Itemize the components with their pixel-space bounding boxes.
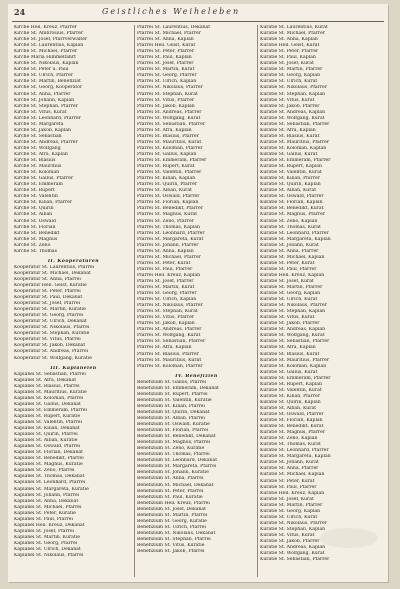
entry-line: Kuratie St. Martin, Pfarrer <box>260 502 323 508</box>
entry-line: Kaplanei St. Anna, Dekanat <box>14 498 79 504</box>
entry-line: Pfarrei St. Laurentius, Dekanat <box>137 25 211 30</box>
entry-line: Kuratie St. Paul, Pfarrer <box>260 266 317 272</box>
entry-line: Kirche St. Johann, Kaplan <box>14 97 75 103</box>
entry-line: Kirche St. Anna, Pfarrer <box>14 91 71 97</box>
entry-line: Kuratie St. Florian, Kaplan <box>260 418 323 424</box>
page-header <box>12 6 384 20</box>
entry-line: Kuratie St. Quirin, Kaplan <box>260 182 321 188</box>
entry-line: Kooperatur Heil. Geist, Kuratie <box>14 282 87 288</box>
entry-line: Benefizium St. Valentin, Kuratie <box>137 397 212 403</box>
entry-line: Pfarrei St. Peter, Kurat <box>137 260 191 266</box>
entry-line: Benefizium St. Anna, Pfarrei <box>137 476 204 482</box>
entry-line: Kaplanei St. Blasius, Pfarrei <box>14 383 80 389</box>
entry-line: Kooperatur St. Wolfgang, Kuratie <box>14 355 92 361</box>
entry-line: Kirche St. Leonhard, Pfarrer <box>14 115 81 121</box>
entry-line: Kuratie St. Kilian, Pfarrer <box>260 176 320 182</box>
entry-line: Kuratie St. Sebastian, Pfarrer <box>260 339 330 345</box>
entry-line: Pfarrei St. Josef, Pfarrer <box>137 278 194 284</box>
running-title: Geistliches Weiheleben <box>102 7 241 16</box>
entry-line: Kooperatur St. Vitus, Pfarrei <box>14 337 81 343</box>
entry-line: Pfarrei St. Georg, Pfarrer <box>137 73 197 79</box>
entry-line: Kooperatur St. Nikolaus, Pfarrei <box>14 325 90 331</box>
entry-line: Kirche St. Valentin <box>14 194 58 200</box>
entry-line: Kuratie St. Vitus, Kurat <box>260 315 315 321</box>
entry-line: Kuratie St. Peter, Kurat <box>260 260 315 266</box>
entry-line: Pfarrei St. Alban, Kurat <box>137 188 192 194</box>
entry-line: Pfarrei St. Ulrich, Kaplan <box>137 79 197 85</box>
entry-line: Kirche St. Andreas, Pfarrer <box>14 139 78 145</box>
text-column-2 <box>137 25 256 577</box>
entry-line: Kuratie St. Ulrich, Kurat <box>260 514 318 520</box>
entry-line: Benefizium St. Zeno, Kuratie <box>137 446 205 452</box>
section-heading: III. Kaplaneien <box>50 365 97 371</box>
entry-line: Kuratie St. Zeno, Kaplan <box>260 436 318 442</box>
entry-line: Kaplanei St. Magnus, Kuratie <box>14 462 83 468</box>
entry-line: Benefizium St. Josef, Dekanat <box>137 506 207 512</box>
entry-line: Kooperatur St. Josef, Pfarrei <box>14 301 81 307</box>
entry-line: Kaplanei St. Kilian, Dekanat <box>14 426 80 432</box>
header-rule <box>12 21 384 22</box>
entry-line: Kuratie St. Georg, Kaplan <box>260 73 321 79</box>
entry-line: Pfarrei Heil. Kreuz, Kaplan <box>137 272 201 278</box>
entry-line: Benefizium St. Magnus, Pfarrei <box>137 440 211 446</box>
entry-line: Kaplanei St. Michael, Pfarrei <box>14 504 82 510</box>
entry-line: Pfarrei St. Nikolaus, Pfarrer <box>137 85 203 91</box>
entry-line: Pfarrei St. Oswald, Pfarrer <box>137 194 200 200</box>
entry-line: Kaplanei St. Emmeram, Pfarrei <box>14 407 87 413</box>
entry-line: Kuratie St. Josef, Kurat <box>260 61 314 67</box>
text-column-3 <box>260 25 379 577</box>
entry-line: Pfarrei St. Martin, Kurat <box>137 285 195 291</box>
entry-line: Kuratie St. Andreas, Kaplan <box>260 109 326 115</box>
entry-line: Kaplanei St. Rupert, Kuratie <box>14 413 81 419</box>
entry-line: Kuratie St. Emmeram, Pfarrer <box>260 375 331 381</box>
entry-line: Kirche St. Margareta <box>14 121 64 127</box>
entry-line: Kuratie St. Wolfgang, Kurat <box>260 115 325 121</box>
entry-line: Kooperatur St. Martin, Kuratie <box>14 307 86 313</box>
entry-line: Kuratie St. Sebastian, Pfarrer <box>260 121 330 127</box>
entry-line: Benefizium St. Kilian, Pfarrei <box>137 403 205 409</box>
column-divider-2 <box>257 25 258 577</box>
entry-line: Pfarrei St. Margareta, Kurat <box>137 236 204 242</box>
entry-line: Pfarrei St. Benedikt, Pfarrer <box>137 206 204 212</box>
entry-line: Kuratie St. Paul, Kaplan <box>260 55 316 61</box>
entry-line: Kirche St. Magnus <box>14 236 58 242</box>
entry-line: Kuratie St. Leonhard, Pfarrer <box>260 230 329 236</box>
entry-line: Pfarrei St. Afra, Kaplan <box>137 127 192 133</box>
entry-line: Kuratie St. Emmeram, Pfarrer <box>260 158 331 164</box>
entry-line: Pfarrei St. Afra, Kaplan <box>137 345 192 351</box>
entry-line: Benefizium St. Rupert, Pfarrei <box>137 391 208 397</box>
entry-line: Kuratie St. Leonhard, Pfarrer <box>260 448 329 454</box>
entry-line: Pfarrei St. Mauritius, Kurat <box>137 357 202 363</box>
entry-line: Benefizium St. Martin, Pfarrei <box>137 512 208 518</box>
entry-line: Pfarrei St. Blasius, Pfarrer <box>137 351 199 357</box>
entry-line: Benefizium St. Quirin, Dekanat <box>137 409 210 415</box>
entry-line: Kuratie St. Gallus, Kurat <box>260 369 318 375</box>
entry-line: Kuratie St. Anna, Pfarrer <box>260 248 319 254</box>
entry-line: Kirche St. Mauritius <box>14 164 62 170</box>
entry-line: Kaplanei St. Afra, Dekanat <box>14 377 77 383</box>
entry-line: Benefizium St. Georg, Kuratie <box>137 518 207 524</box>
entry-line: Kuratie St. Josef, Kurat <box>260 496 314 502</box>
entry-line: Kirche St. Alban <box>14 212 53 218</box>
entry-line: Benefizium St. Vitus, Kuratie <box>137 542 205 548</box>
entry-line: Kaplanei St. Quirin, Pfarrei <box>14 432 78 438</box>
entry-line: Pfarrei St. Florian, Kaplan <box>137 200 199 206</box>
entry-line: Pfarrei St. Gallus, Kaplan <box>137 151 197 157</box>
entry-line: Pfarrei St. Zeno, Pfarrer <box>137 218 194 224</box>
entry-line: Kuratie St. Benedikt, Kurat <box>260 424 324 430</box>
entry-line: Kuratie St. Wolfgang, Kurat <box>260 551 325 557</box>
entry-line: Kirche St. Oswald <box>14 218 56 224</box>
entry-line: Kuratie St. Gallus, Kurat <box>260 151 318 157</box>
entry-line: Pfarrei St. Jakob, Kaplan <box>137 103 195 109</box>
entry-line: Pfarrei St. Emmeram, Pfarrer <box>137 158 207 164</box>
entry-line: Pfarrei St. Michael, Pfarrer <box>137 254 201 260</box>
entry-line: Kuratie St. Jakob, Pfarrer <box>260 321 320 327</box>
entry-line: Kuratie St. Paul, Pfarrer <box>260 484 317 490</box>
entry-line: Kaplanei St. Oswald, Pfarrei <box>14 444 81 450</box>
entry-line: Benefizium Heil. Kreuz, Pfarrei <box>137 500 210 506</box>
column-divider-1 <box>134 25 135 577</box>
entry-line: Kuratie St. Josef, Kurat <box>260 278 314 284</box>
entry-line: Pfarrei St. Johann, Pfarrer <box>137 242 199 248</box>
entry-line: Kuratie St. Blasius, Kurat <box>260 133 320 139</box>
entry-line: Kirche St. Zeno <box>14 242 51 248</box>
entry-line: Kuratie St. Vitus, Kurat <box>260 532 315 538</box>
entry-line: Kuratie St. Afra, Kaplan <box>260 345 316 351</box>
entry-line: Pfarrei St. Leonhard, Pfarrer <box>137 230 205 236</box>
entry-line: Pfarrei St. Anna, Kaplan <box>137 37 194 43</box>
entry-line: Kuratie St. Oswald, Pfarrer <box>260 412 324 417</box>
entry-line: Kirche St. Wolfgang <box>14 145 61 151</box>
entry-line: Kirche St. Georg, Kooperator <box>14 85 83 91</box>
entry-line: Kuratie St. Jakob, Pfarrer <box>260 103 320 109</box>
entry-line: Kuratie St. Laurentius, Kurat <box>260 25 328 30</box>
text-column-1 <box>14 25 133 577</box>
entry-line: Kaplanei Heil. Kreuz, Dekanat <box>14 522 85 528</box>
page-number: 24 <box>14 7 26 17</box>
entry-line: Benefizium St. Alban, Pfarrei <box>137 416 205 421</box>
entry-line: Kirche St. Quirin <box>14 206 54 212</box>
entry-line: Pfarrei St. Kilian, Kaplan <box>137 176 196 182</box>
entry-line: Kuratie St. Georg, Kaplan <box>260 291 321 297</box>
entry-line: Pfarrei St. Paul, Kaplan <box>137 55 192 61</box>
entry-line: Kuratie St. Rupert, Kaplan <box>260 164 322 170</box>
entry-line: Kaplanei St. Mauritius, Kuratie <box>14 389 87 395</box>
entry-line: Kaplanei St. Thomas, Dekanat <box>14 474 85 480</box>
entry-line: Kirche Heil. Kreuz, Pfarrer <box>14 25 77 30</box>
entry-line: Kuratie St. Nikolaus, Pfarrer <box>260 85 327 91</box>
entry-line: Kuratie St. Thomas, Kurat <box>260 442 321 448</box>
entry-line: Kuratie St. Valentin, Kurat <box>260 387 322 393</box>
entry-line: Kaplanei St. Alban, Kuratie <box>14 438 78 444</box>
entry-line: Kuratie St. Michael, Pfarrer <box>260 31 326 37</box>
entry-line: Kirche St. Koloman <box>14 170 60 176</box>
entry-line: Pfarrei St. Peter, Pfarrer <box>137 49 195 55</box>
entry-line: Benefizium St. Nikolaus, Dekanat <box>137 530 216 536</box>
entry-line: Kooperatur St. Ulrich, Dekanat <box>14 319 87 325</box>
entry-line: Kuratie St. Andreas, Kaplan <box>260 327 326 333</box>
entry-line: Kuratie Heil. Geist, Kurat <box>260 43 320 49</box>
entry-line: Pfarrei St. Ulrich, Kaplan <box>137 297 197 303</box>
entry-line: Kooperatur St. Stephan, Kuratie <box>14 331 90 337</box>
entry-line: Kuratie St. Valentin, Kurat <box>260 170 322 176</box>
entry-line: Pfarrei St. Andreas, Pfarrer <box>137 327 202 333</box>
entry-line: Kuratie St. Wolfgang, Kurat <box>260 333 325 339</box>
entry-line: Kuratie St. Michael, Kaplan <box>260 472 325 478</box>
entry-line: Kirche St. Florian <box>14 224 56 230</box>
entry-line: Kuratie St. Jakob, Pfarrer <box>260 538 320 544</box>
entry-line: Kuratie St. Nikolaus, Pfarrer <box>260 303 327 309</box>
entry-line: Kaplanei St. Josef, Pfarrei <box>14 528 75 534</box>
entry-line: Kuratie St. Andreas, Kaplan <box>260 545 326 551</box>
entry-line: Benefizium St. Johann, Kuratie <box>137 470 209 476</box>
paper-stain <box>320 528 378 548</box>
entry-line: Kuratie St. Mauritius, Pfarrer <box>260 139 330 145</box>
entry-line: Kirche St. Benedikt <box>14 230 60 236</box>
entry-line: Pfarrei St. Sebastian, Pfarrer <box>137 121 206 127</box>
entry-line: Kuratie St. Kilian, Pfarrer <box>260 393 320 399</box>
entry-line: Benefizium St. Peter, Pfarrei <box>137 488 204 494</box>
entry-line: Kirche St. Peter u. Paul <box>14 67 69 73</box>
entry-line: Pfarrei St. Quirin, Pfarrer <box>137 182 198 188</box>
entry-line: Pfarrei St. Josef, Pfarrer <box>137 61 194 67</box>
entry-line: Kuratie St. Benedikt, Kurat <box>260 206 324 212</box>
entry-line: Kuratie St. Stephan, Kaplan <box>260 309 326 315</box>
entry-line: Kuratie St. Martin, Pfarrer <box>260 285 323 291</box>
document-page <box>8 4 388 582</box>
entry-line: Kuratie St. Margareta, Kaplan <box>260 454 331 460</box>
entry-line: Pfarrei St. Thomas, Kaplan <box>137 224 200 230</box>
entry-line: Kirche St. Josef, Pfarrverwalter <box>14 37 88 43</box>
entry-line: Pfarrei St. Koloman, Pfarrer <box>137 363 203 369</box>
entry-line: Benefizium St. Oswald, Kuratie <box>137 422 210 428</box>
entry-line: Pfarrei St. Vitus, Pfarrer <box>137 97 195 103</box>
entry-line: Kirche Maria Himmelfahrt <box>14 55 76 61</box>
entry-line: Kaplanei St. Leonhard, Pfarrei <box>14 480 86 486</box>
entry-line: Kuratie St. Magnus, Pfarrer <box>260 430 326 436</box>
entry-line: Pfarrei St. Stephan, Kurat <box>137 309 198 315</box>
entry-line: Kaplanei St. Benedikt, Pfarrei <box>14 456 84 462</box>
entry-line: Kuratie St. Quirin, Kaplan <box>260 399 321 405</box>
entry-line: Kuratie St. Stephan, Kaplan <box>260 91 326 97</box>
entry-line: Benefizium St. Paul, Kuratie <box>137 494 203 500</box>
entry-line: Benefizium St. Thomas, Pfarrei <box>137 452 210 458</box>
entry-line: Kirche St. Michael, Pfarrer <box>14 49 78 55</box>
entry-line: Kooperatur St. Andreas, Pfarrei <box>14 349 89 355</box>
entry-line: Benefizium St. Jakob, Pfarrei <box>137 549 205 555</box>
entry-line: Kooperatur St. Jakob, Dekanat <box>14 343 86 349</box>
entry-line: Benefizium St. Emmeram, Dekanat <box>137 385 219 391</box>
entry-line: Kuratie St. Mauritius, Pfarrer <box>260 357 330 363</box>
entry-line: Pfarrei St. Jakob, Kaplan <box>137 321 195 327</box>
entry-line: Kaplanei St. Peter, Kuratie <box>14 510 76 516</box>
entry-line: Kuratie St. Vitus, Kurat <box>260 97 315 103</box>
entry-line: Kaplanei St. Martin, Kuratie <box>14 534 80 540</box>
entry-line: Pfarrei St. Stephan, Kurat <box>137 91 198 97</box>
entry-line: Kaplanei St. Paul, Pfarrei <box>14 516 73 522</box>
entry-line: Kirche St. Afra, Kaplan <box>14 151 68 157</box>
entry-line: Kuratie St. Oswald, Pfarrer <box>260 194 324 200</box>
entry-line: Kirche St. Martin, Benefiziat <box>14 79 81 85</box>
entry-line: Pfarrei St. Nikolaus, Pfarrer <box>137 303 203 309</box>
entry-line: Kaplanei St. Sebastian, Pfarrei <box>14 371 86 377</box>
entry-line: Pfarrei St. Andreas, Pfarrer <box>137 109 202 115</box>
entry-line: Kaplanei St. Ulrich, Dekanat <box>14 546 81 552</box>
entry-line: Kirche St. Laurentius, Kaplan <box>14 43 84 49</box>
entry-line: Pfarrei St. Vitus, Pfarrer <box>137 315 195 321</box>
entry-line: Kuratie St. Georg, Kaplan <box>260 508 321 514</box>
entry-line: Kuratie St. Anna, Pfarrer <box>260 466 319 472</box>
entry-line: Benefizium St. Florian, Pfarrei <box>137 428 209 434</box>
entry-line: Kirche St. Thomas <box>14 248 57 254</box>
entry-line: Kuratie St. Anna, Kaplan <box>260 37 318 43</box>
entry-line: Benefizium St. Ulrich, Pfarrei <box>137 524 206 530</box>
entry-line: Benefizium St. Michael, Dekanat <box>137 482 214 488</box>
entry-line: Kuratie Heil. Kreuz, Kaplan <box>260 272 325 278</box>
entry-line: Kaplanei St. Johann, Pfarrei <box>14 492 80 498</box>
entry-line: Kuratie St. Florian, Kaplan <box>260 200 323 206</box>
entry-line: Kirche St. Ambrosius, Pfarrer <box>14 31 84 37</box>
entry-line: Kuratie St. Ulrich, Kurat <box>260 297 318 303</box>
entry-line: Pfarrei St. Michael, Pfarrer <box>137 31 201 37</box>
entry-line: Kaplanei St. Gallus, Dekanat <box>14 401 81 407</box>
entry-line: Kuratie St. Magnus, Pfarrer <box>260 212 326 218</box>
entry-line: Benefizium St. Stephan, Pfarrei <box>137 536 211 542</box>
entry-line: Benefizium St. Margareta, Pfarrei <box>137 464 217 470</box>
entry-line: Benefizium St. Benedikt, Dekanat <box>137 434 216 440</box>
entry-line: Kaplanei St. Margareta, Kuratie <box>14 486 89 492</box>
entry-line: Kuratie Heil. Kreuz, Kaplan <box>260 490 325 496</box>
entry-line: Kooperatur St. Michael, Dekanat <box>14 270 91 276</box>
entry-line: Pfarrei St. Koloman, Pfarrer <box>137 145 203 151</box>
section-heading: IV. Benefizien <box>175 373 218 379</box>
entry-line: Pfarrei St. Wolfgang, Kurat <box>137 115 201 121</box>
entry-line: Kirche St. Emmeram <box>14 182 63 188</box>
entry-line: Pfarrei Heil. Geist, Kurat <box>137 43 196 49</box>
entry-line: Kuratie St. Michael, Kaplan <box>260 254 325 260</box>
entry-line: Kuratie St. Johann, Kurat <box>260 460 319 466</box>
entry-line: Kirche St. Rupert <box>14 188 55 194</box>
entry-line: Kooperatur St. Peter, Pfarrei <box>14 289 81 295</box>
entry-line: Kuratie St. Peter, Kurat <box>260 478 315 484</box>
entry-line: Kuratie St. Koloman, Kaplan <box>260 145 327 151</box>
entry-line: Kuratie St. Ulrich, Kurat <box>260 79 318 85</box>
entry-line: Kuratie St. Koloman, Kaplan <box>260 363 327 369</box>
entry-line: Kuratie St. Alban, Kurat <box>260 188 317 194</box>
entry-line: Pfarrei St. Sebastian, Pfarrer <box>137 339 206 345</box>
entry-line: Pfarrei St. Valentin, Pfarrer <box>137 170 202 176</box>
entry-line: Benefizium St. Leonhard, Dekanat <box>137 458 218 464</box>
entry-line: Pfarrei St. Paul, Pfarrer <box>137 266 193 272</box>
entry-line: Kooperatur St. Anna, Pfarrei <box>14 276 81 282</box>
entry-line: Kaplanei St. Georg, Pfarrei <box>14 540 78 546</box>
entry-line: Kirche St. Nikolaus, Kaplan <box>14 61 79 67</box>
entry-line: Pfarrei St. Rupert, Kurat <box>137 164 195 170</box>
entry-line: Pfarrei St. Wolfgang, Kurat <box>137 333 201 339</box>
entry-line: Pfarrei St. Georg, Pfarrer <box>137 291 197 297</box>
entry-line: Kuratie St. Alban, Kurat <box>260 405 317 411</box>
entry-line: Kuratie St. Afra, Kaplan <box>260 127 316 133</box>
entry-line: Kirche St. Ulrich, Pfarrer <box>14 73 74 79</box>
entry-line: Kaplanei St. Zeno, Pfarrei <box>14 468 75 474</box>
entry-line: Kuratie St. Rupert, Kaplan <box>260 381 322 387</box>
entry-line: Kaplanei St. Florian, Dekanat <box>14 450 84 456</box>
entry-line: Kuratie St. Thomas, Kurat <box>260 224 321 230</box>
entry-line: Kooperatur St. Paul, Dekanat <box>14 295 83 301</box>
entry-line: Kuratie St. Blasius, Kurat <box>260 351 320 357</box>
entry-line: Kuratie St. Peter, Pfarrer <box>260 49 319 55</box>
entry-line: Benefizium St. Gallus, Pfarrei <box>137 379 207 385</box>
entry-line: Kirche St. Sebastian <box>14 133 62 139</box>
entry-line: Kuratie St. Martin, Pfarrer <box>260 67 323 73</box>
entry-line: Kirche St. Blasius <box>14 158 56 164</box>
section-heading: II. Kooperaturen <box>47 258 100 264</box>
entry-line: Kooperatur St. Georg, Pfarrei <box>14 313 84 319</box>
entry-line: Pfarrei St. Magnus, Kurat <box>137 212 198 218</box>
entry-line: Kirche St. Kilian, Pfarrer <box>14 200 73 206</box>
entry-line: Kuratie St. Johann, Kurat <box>260 242 319 248</box>
entry-line: Pfarrei St. Mauritius, Kurat <box>137 139 202 145</box>
entry-line: Pfarrei St. Anna, Kaplan <box>137 248 194 254</box>
entry-line: Kaplanei St. Valentin, Pfarrei <box>14 420 82 425</box>
entry-line: Kooperatur St. Laurentius, Pfarrei <box>14 264 95 270</box>
entry-line: Kuratie St. Nikolaus, Pfarrer <box>260 520 327 526</box>
entry-line: Pfarrei St. Martin, Kurat <box>137 67 195 73</box>
entry-line: Kirche St. Gallus, Pfarrer <box>14 176 74 182</box>
entry-line: Kirche St. Vitus, Kurat <box>14 109 67 115</box>
entry-line: Kirche St. Jakob, Kaplan <box>14 127 71 133</box>
entry-line: Kaplanei St. Koloman, Pfarrei <box>14 395 84 401</box>
entry-line: Kuratie St. Sebastian, Pfarrer <box>260 557 330 563</box>
entry-line: Pfarrei St. Blasius, Pfarrer <box>137 133 199 139</box>
entry-line: Kuratie St. Margareta, Kaplan <box>260 236 331 242</box>
entry-line: Kirche St. Stephan, Pfarrer <box>14 103 78 109</box>
entry-line: Kuratie St. Zeno, Kaplan <box>260 218 318 224</box>
entry-line: Kuratie St. Stephan, Kaplan <box>260 526 326 532</box>
entry-line: Kaplanei St. Nikolaus, Pfarrei <box>14 553 84 559</box>
